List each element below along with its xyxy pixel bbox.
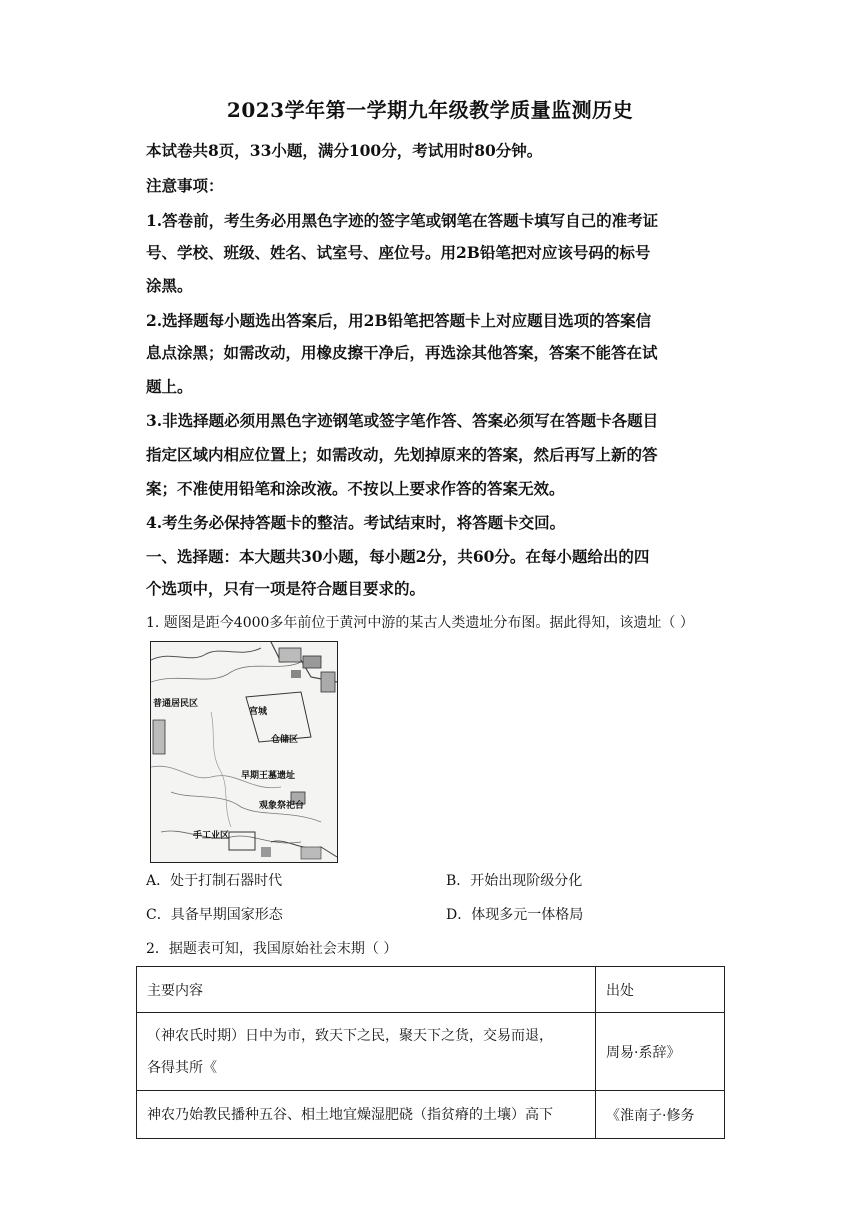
question-2-stem: 2．据题表可知，我国原始社会末期（ ） bbox=[146, 941, 398, 957]
table-cell-line: （神农氏时期）日中为市，致天下之民，聚天下之货，交易而退， bbox=[147, 1027, 553, 1044]
map-label-warehouse: 仓储区 bbox=[271, 735, 299, 745]
table-row bbox=[137, 1013, 725, 1091]
section-heading: 个选项中，只有一项是符合题目要求的。 bbox=[146, 579, 426, 598]
table-header-content: 主要内容 bbox=[137, 967, 596, 1013]
table-cell-source: 周易·系辞》 bbox=[596, 1013, 725, 1091]
table-cell-content bbox=[137, 1013, 596, 1091]
table-cell-line: 各得其所《 bbox=[147, 1059, 217, 1076]
option-a: A．处于打制石器时代 bbox=[146, 873, 283, 889]
table-header-source: 出处 bbox=[596, 967, 725, 1013]
map-label-handicraft: 手工业区 bbox=[193, 831, 230, 841]
site-map-figure bbox=[150, 641, 338, 863]
table-cell-source: 《淮南子·修务 bbox=[596, 1091, 725, 1139]
exam-intro: 本试卷共8页，33小题，满分100分，考试用时80分钟。 bbox=[146, 141, 543, 160]
table-cell-content bbox=[137, 1091, 596, 1139]
map-label-residential: 普通居民区 bbox=[153, 699, 199, 709]
notice-line: 2.选择题每小题选出答案后，用2B铅笔把答题卡上对应题目选项的答案信 bbox=[146, 311, 652, 330]
table-row bbox=[137, 1091, 725, 1139]
option-c: C．具备早期国家形态 bbox=[146, 907, 283, 923]
option-d: D．体现多元一体格局 bbox=[446, 907, 584, 923]
notice-heading: 注意事项： bbox=[146, 176, 224, 195]
option-b: B．开始出现阶级分化 bbox=[446, 873, 583, 889]
map-label-tombs: 早期王墓遗址 bbox=[241, 771, 296, 781]
table-cell-line: 神农乃始教民播种五谷、相土地宜燥湿肥硗（指贫瘠的土壤）高下 bbox=[147, 1106, 553, 1123]
notice-line: 案；不准使用铅笔和涂改液。不按以上要求作答的答案无效。 bbox=[146, 479, 565, 498]
notice-line: 4.考生务必保持答题卡的整洁。考试结束时，将答题卡交回。 bbox=[146, 513, 566, 532]
notice-line: 息点涂黑；如需改动，用橡皮擦干净后，再选涂其他答案，答案不能答在试 bbox=[146, 343, 658, 362]
map-label-observatory: 观象祭祀台 bbox=[259, 801, 305, 811]
exam-title: 2023学年第一学期九年级教学质量监测历史 bbox=[226, 98, 634, 122]
notice-line: 1.答卷前，考生务必用黑色字迹的签字笔或钢笔在答题卡填写自己的准考证 bbox=[146, 211, 659, 230]
map-label-palace: 宫城 bbox=[249, 707, 268, 717]
section-heading: 一、选择题：本大题共30小题，每小题2分，共60分。在每小题给出的四 bbox=[146, 547, 650, 566]
notice-line: 指定区域内相应位置上；如需改动，先划掉原来的答案，然后再写上新的答 bbox=[146, 445, 658, 464]
question-1-stem: 1. 题图是距今4000多年前位于黄河中游的某古人类遗址分布图。据此得知，该遗址（ ） bbox=[146, 615, 694, 631]
notice-line: 3.非选择题必须用黑色字迹钢笔或签字笔作答、答案必须写在答题卡各题目 bbox=[146, 411, 659, 430]
notice-line: 号、学校、班级、姓名、试室号、座位号。用2B铅笔把对应该号码的标号 bbox=[146, 243, 651, 262]
table-header-row bbox=[137, 967, 725, 1013]
notice-line: 题上。 bbox=[146, 377, 193, 396]
source-table bbox=[136, 966, 725, 1139]
notice-line: 涂黑。 bbox=[146, 276, 193, 295]
site-map-drawing bbox=[151, 642, 337, 862]
